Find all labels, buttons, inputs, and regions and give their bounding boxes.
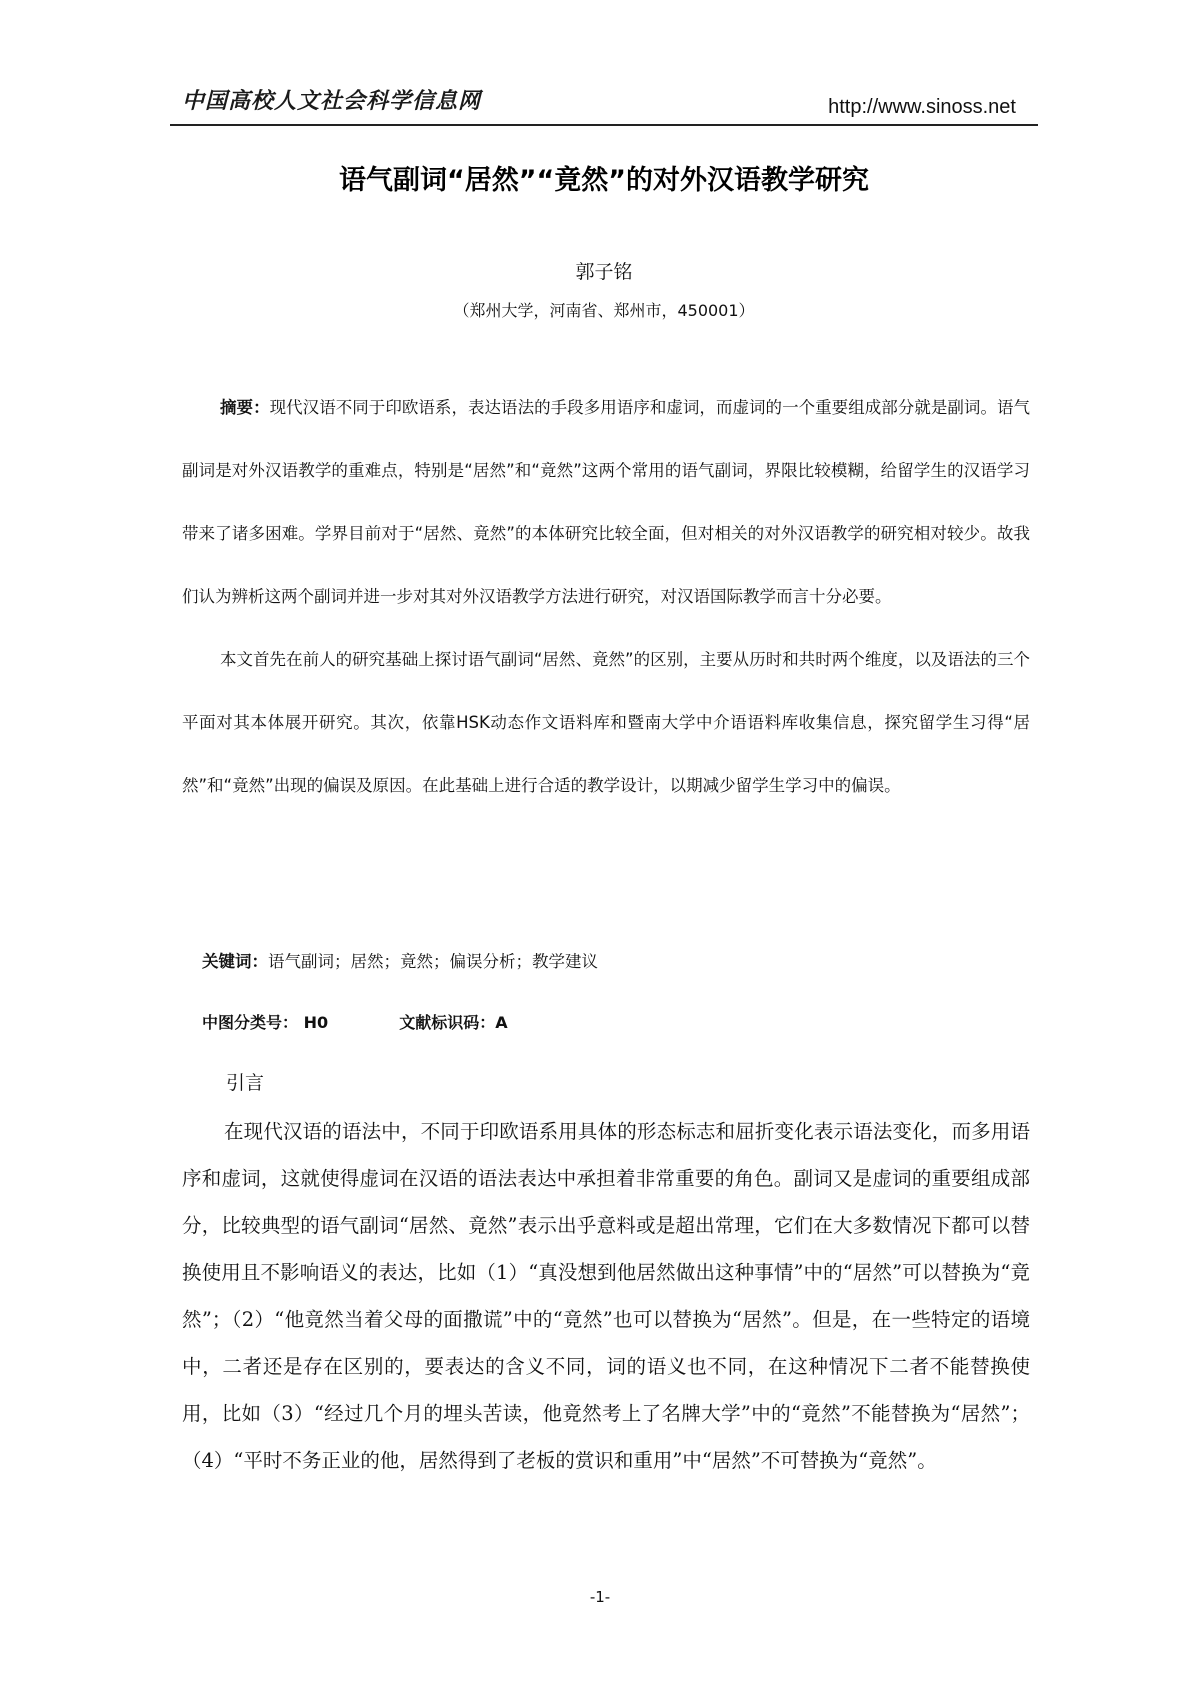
author-affiliation: （郑州大学，河南省、郑州市，450001） (453, 301, 755, 320)
body-paragraph: 在现代汉语的语法中，不同于印欧语系用具体的形态标志和屈折变化表示语法变化，而多用语序和虚词，这就使得虚词在汉语的语法表达中承担着非常重要的角色。副词又是虚词的重要组成部分，比较典型的语气副词“居然、竟然”表示出乎意料或是超出常理，它们在大多数情况下都可以替换使用且不影响语义的表达，比如（1）“真没想到他居然做出这种事情”中的“居然”可以替换为“竟然”；（2）“他竟然当着父母的面撒谎”中的“竟然”也可以替换为“居然”。但是，在一些特定的语境中，二者还是存在区别的，要表达的含义不同，词的语义也不同，在这种情况下二者不能替换使用，比如（3）“经过几个月的埋头苦读，他竟然考上了名牌大学”中的“竟然”不能替换为“居然”；（4）“平时不务正业的他，居然得到了老板的赏识和重用”中“居然”不可替换为“竟然”。 (182, 1120, 1030, 1472)
author-name: 郭子铭 (575, 261, 633, 283)
abstract-label: 摘要： (220, 398, 270, 417)
classification-line (202, 1010, 508, 1033)
site-name: 中国高校人文社会科学信息网 (182, 88, 482, 114)
body-section (182, 1108, 1030, 1484)
abstract-text-1: 现代汉语不同于印欧语系，表达语法的手段多用语序和虚词，而虚词的一个重要组成部分就是副词。语气副词是对外汉语教学的重难点，特别是“居然”和“竟然”这两个常用的语气副词，界限比较模糊，给留学生的汉语学习带来了诸多困难。学界目前对于“居然、竟然”的本体研究比较全面，但对相关的对外汉语教学的研究相对较少。故我们认为辨析这两个副词并进一步对其对外汉语教学方法进行研究，对汉语国际教学而言十分必要。 (182, 398, 1030, 606)
keywords-label: 关键词： (202, 952, 268, 971)
clc-value: H0 (303, 1013, 329, 1032)
paper-title: 语气副词“居然”“竟然”的对外汉语教学研究 (339, 165, 869, 196)
abstract-paragraph-1 (182, 376, 1030, 628)
page-header (170, 78, 1038, 126)
abstract-paragraph-2: 本文首先在前人的研究基础上探讨语气副词“居然、竟然”的区别，主要从历时和共时两个维度，以及语法的三个平面对其本体展开研究。其次，依靠HSK动态作文语料库和暨南大学中介语语料库收集信息，探究留学生习得“居然”和“竟然”出现的偏误及原因。在此基础上进行合适的教学设计，以期减少留学生学习中的偏误。 (182, 650, 1030, 795)
site-url[interactable]: http://www.sinoss.net (828, 96, 1016, 118)
clc-label: 中图分类号： (202, 1013, 299, 1032)
doc-code-label: 文献标识码： (399, 1013, 496, 1032)
keywords-line (202, 948, 598, 972)
keywords-text: 语气副词；居然；竟然；偏误分析；教学建议 (268, 952, 598, 971)
doc-code-value: A (495, 1013, 508, 1032)
page-number: -1- (589, 1588, 611, 1606)
section-heading-intro: 引言 (226, 1072, 265, 1094)
abstract-section (182, 376, 1030, 817)
